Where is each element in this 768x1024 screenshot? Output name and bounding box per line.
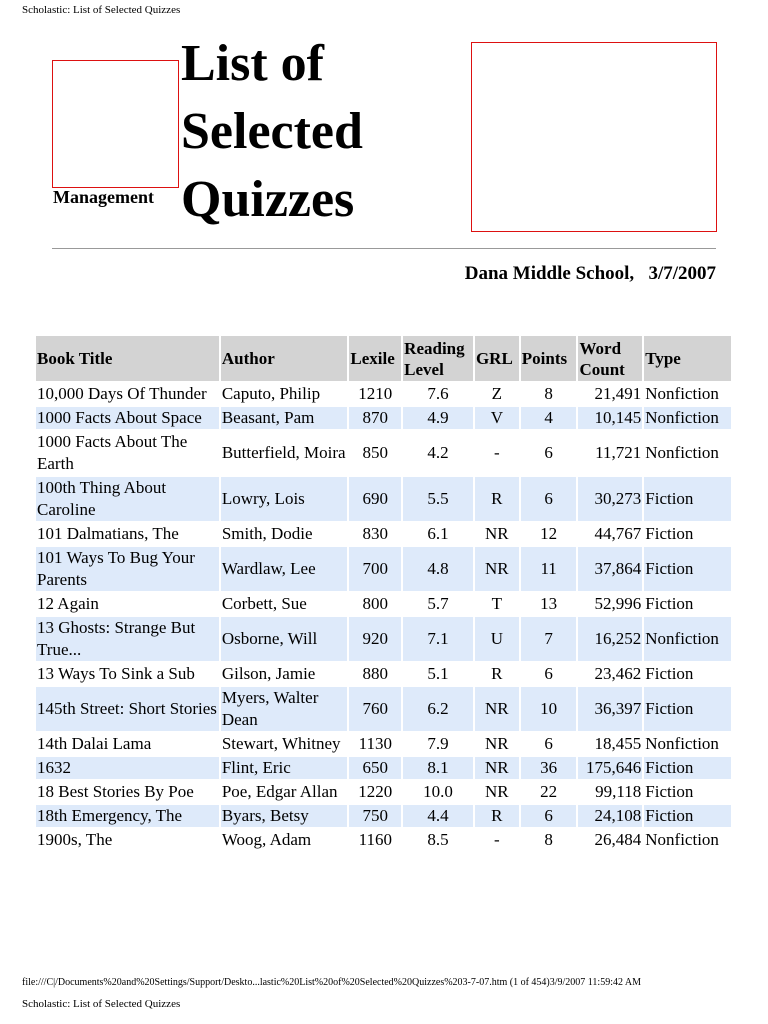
broken-image-right (471, 42, 717, 232)
grl-cell: NR (475, 757, 519, 779)
author-cell: Caputo, Philip (221, 384, 321, 403)
points-cell: 6 (521, 805, 577, 827)
author-cell: Wardlaw, Lee (221, 547, 348, 591)
points-cell: 6 (544, 443, 553, 462)
col-header-lexile: Lexile (349, 336, 401, 381)
book-title-cell: 101 Ways To Bug Your Parents (36, 547, 219, 591)
book-title-cell: 10,000 Days Of Thunder (37, 384, 207, 403)
grl-cell: T (491, 594, 503, 613)
title-line-1: List of (181, 35, 324, 92)
broken-image-left (52, 60, 179, 188)
book-title-cell: 1632 (36, 757, 219, 779)
author-cell: Byars, Betsy (221, 805, 348, 827)
word-count-line-2: Count (579, 359, 625, 379)
type-cell: Nonfiction (644, 617, 731, 661)
quiz-table-body (36, 383, 731, 851)
type-cell: Fiction (645, 594, 694, 613)
table-row (36, 757, 731, 779)
table-row (36, 733, 731, 755)
lexile-cell: 1160 (358, 830, 392, 849)
table-row (36, 477, 731, 521)
type-cell: Nonfiction (645, 830, 719, 849)
type-cell: Fiction (644, 805, 731, 827)
title-line-2: Selected (181, 103, 363, 160)
reading-level-cell: 7.1 (403, 617, 473, 661)
lexile-cell: 750 (349, 805, 401, 827)
lexile-cell: 920 (349, 617, 401, 661)
points-cell: 13 (540, 594, 558, 613)
points-cell: 22 (540, 782, 558, 801)
reading-level-cell: 6.2 (403, 687, 473, 731)
reading-level-line-2: Level (404, 359, 444, 379)
points-cell: 7 (521, 617, 577, 661)
points-cell: 6 (521, 477, 577, 521)
table-row (36, 407, 731, 429)
reading-level-cell: 8.5 (427, 830, 449, 849)
author-cell: Smith, Dodie (221, 524, 313, 543)
lexile-cell: 870 (349, 407, 401, 429)
col-header-author: Author (221, 336, 348, 381)
reading-level-cell: 5.5 (403, 477, 473, 521)
table-row (36, 663, 731, 685)
word-count-line-1: Word (579, 338, 622, 358)
report-date: 3/7/2007 (648, 263, 716, 284)
col-header-word-count (578, 336, 642, 381)
book-title-cell: 13 Ghosts: Strange But True... (36, 617, 219, 661)
browser-header-title: Scholastic: List of Selected Quizzes (22, 4, 181, 16)
word-count-cell: 21,491 (594, 384, 642, 403)
author-cell: Poe, Edgar Allan (221, 782, 338, 801)
school-name: Dana Middle School, (464, 263, 635, 284)
grl-cell: NR (485, 782, 509, 801)
reading-level-cell: 5.1 (427, 664, 449, 683)
author-cell: Beasant, Pam (221, 407, 348, 429)
book-title-cell: 12 Again (37, 594, 99, 613)
footer-file-url: file:///C|/Documents%20and%20Settings/Support/Deskto...lastic%20List%20of%20Selected%20Quizzes%203-7-07.htm (1 of 454)3/9/2007 11:59:42 AM (22, 977, 642, 988)
book-title-cell: 13 Ways To Sink a Sub (37, 664, 195, 683)
lexile-cell: 700 (349, 547, 401, 591)
lexile-cell: 1220 (358, 782, 393, 801)
grl-cell: - (494, 443, 500, 462)
book-title-cell: 100th Thing About Caroline (36, 477, 219, 521)
table-row (36, 431, 731, 475)
type-cell: Nonfiction (645, 384, 719, 403)
word-count-cell: 30,273 (578, 477, 642, 521)
grl-cell: NR (475, 547, 519, 591)
points-cell: 6 (544, 734, 553, 753)
lexile-cell: 760 (349, 687, 401, 731)
points-cell: 8 (544, 384, 553, 403)
grl-cell: R (491, 664, 503, 683)
table-row (36, 617, 731, 661)
reading-level-line-1: Reading (404, 338, 465, 358)
table-row (36, 593, 731, 615)
type-cell: Fiction (644, 547, 731, 591)
reading-level-cell: 10.0 (423, 782, 453, 801)
reading-level-cell: 7.9 (427, 734, 449, 753)
grl-cell: U (475, 617, 519, 661)
lexile-cell: 800 (362, 594, 389, 613)
points-cell: 4 (521, 407, 577, 429)
horizontal-rule (52, 248, 716, 249)
table-row (36, 781, 731, 803)
table-row (36, 523, 731, 545)
word-count-cell: 36,397 (578, 687, 642, 731)
table-row (36, 687, 731, 731)
points-cell: 36 (521, 757, 577, 779)
reading-level-cell: 6.1 (427, 524, 449, 543)
title-line-3: Quizzes (181, 171, 355, 228)
grl-cell: NR (485, 734, 509, 753)
type-cell: Fiction (645, 524, 694, 543)
col-header-type: Type (644, 336, 731, 381)
lexile-cell: 650 (349, 757, 401, 779)
lexile-cell: 830 (362, 524, 389, 543)
type-cell: Fiction (644, 757, 731, 779)
table-row (36, 383, 731, 405)
grl-cell: V (475, 407, 519, 429)
word-count-cell: 26,484 (594, 830, 642, 849)
grl-cell: - (494, 830, 500, 849)
grl-cell: Z (491, 384, 503, 403)
reading-level-cell: 4.2 (427, 443, 449, 462)
lexile-cell: 850 (362, 443, 389, 462)
word-count-cell: 175,646 (578, 757, 642, 779)
quiz-table (34, 334, 733, 853)
table-header-row (36, 336, 731, 381)
word-count-cell: 24,108 (578, 805, 642, 827)
lexile-cell: 880 (362, 664, 389, 683)
word-count-cell: 10,145 (578, 407, 642, 429)
book-title-cell: 1900s, The (37, 830, 113, 849)
footer-page-title: Scholastic: List of Selected Quizzes (22, 998, 181, 1010)
reading-level-cell: 4.9 (403, 407, 473, 429)
type-cell: Fiction (644, 477, 731, 521)
points-cell: 10 (521, 687, 577, 731)
book-title-cell: 18th Emergency, The (36, 805, 219, 827)
book-title-cell: 1000 Facts About Space (36, 407, 219, 429)
author-cell: Stewart, Whitney (221, 734, 341, 753)
type-cell: Fiction (644, 687, 731, 731)
table-row (36, 547, 731, 591)
author-cell: Corbett, Sue (221, 594, 307, 613)
col-header-reading-level (403, 336, 473, 381)
author-cell: Woog, Adam (221, 830, 312, 849)
school-date-line (465, 263, 716, 285)
type-cell: Fiction (645, 782, 694, 801)
grl-cell: R (475, 477, 519, 521)
author-cell: Flint, Eric (221, 757, 348, 779)
page-title (181, 30, 363, 234)
book-title-cell: 18 Best Stories By Poe (37, 782, 194, 801)
col-header-points: Points (521, 336, 577, 381)
lexile-cell: 1130 (358, 734, 392, 753)
reading-level-cell: 7.6 (427, 384, 449, 403)
word-count-cell: 11,721 (595, 443, 642, 462)
word-count-cell: 23,462 (594, 664, 642, 683)
book-title-cell: 145th Street: Short Stories (36, 687, 219, 731)
lexile-cell: 1210 (358, 384, 393, 403)
book-title-cell: 101 Dalmatians, The (37, 524, 179, 543)
table-row (36, 829, 731, 851)
book-title-cell: 14th Dalai Lama (37, 734, 152, 753)
points-cell: 8 (544, 830, 553, 849)
grl-cell: NR (475, 687, 519, 731)
reading-level-cell: 5.7 (427, 594, 449, 613)
reading-level-cell: 8.1 (403, 757, 473, 779)
book-title-cell: 1000 Facts About The Earth (37, 432, 188, 473)
type-cell: Nonfiction (644, 407, 731, 429)
table-row (36, 805, 731, 827)
word-count-cell: 52,996 (594, 594, 642, 613)
points-cell: 6 (544, 664, 553, 683)
word-count-cell: 44,767 (594, 524, 642, 543)
type-cell: Fiction (645, 664, 694, 683)
author-cell: Lowry, Lois (221, 477, 348, 521)
word-count-cell: 18,455 (594, 734, 642, 753)
type-cell: Nonfiction (645, 443, 719, 462)
lexile-cell: 690 (349, 477, 401, 521)
grl-cell: NR (485, 524, 509, 543)
type-cell: Nonfiction (645, 734, 719, 753)
points-cell: 11 (521, 547, 577, 591)
grl-cell: R (475, 805, 519, 827)
management-label: Management (53, 187, 154, 207)
col-header-book-title: Book Title (36, 336, 219, 381)
points-cell: 12 (540, 524, 558, 543)
word-count-cell: 99,118 (595, 782, 642, 801)
reading-level-cell: 4.4 (403, 805, 473, 827)
author-cell: Butterfield, Moira (221, 443, 346, 462)
col-header-grl: GRL (475, 336, 519, 381)
author-cell: Gilson, Jamie (221, 664, 316, 683)
author-cell: Myers, Walter Dean (221, 687, 348, 731)
author-cell: Osborne, Will (221, 617, 348, 661)
word-count-cell: 37,864 (578, 547, 642, 591)
reading-level-cell: 4.8 (403, 547, 473, 591)
word-count-cell: 16,252 (578, 617, 642, 661)
